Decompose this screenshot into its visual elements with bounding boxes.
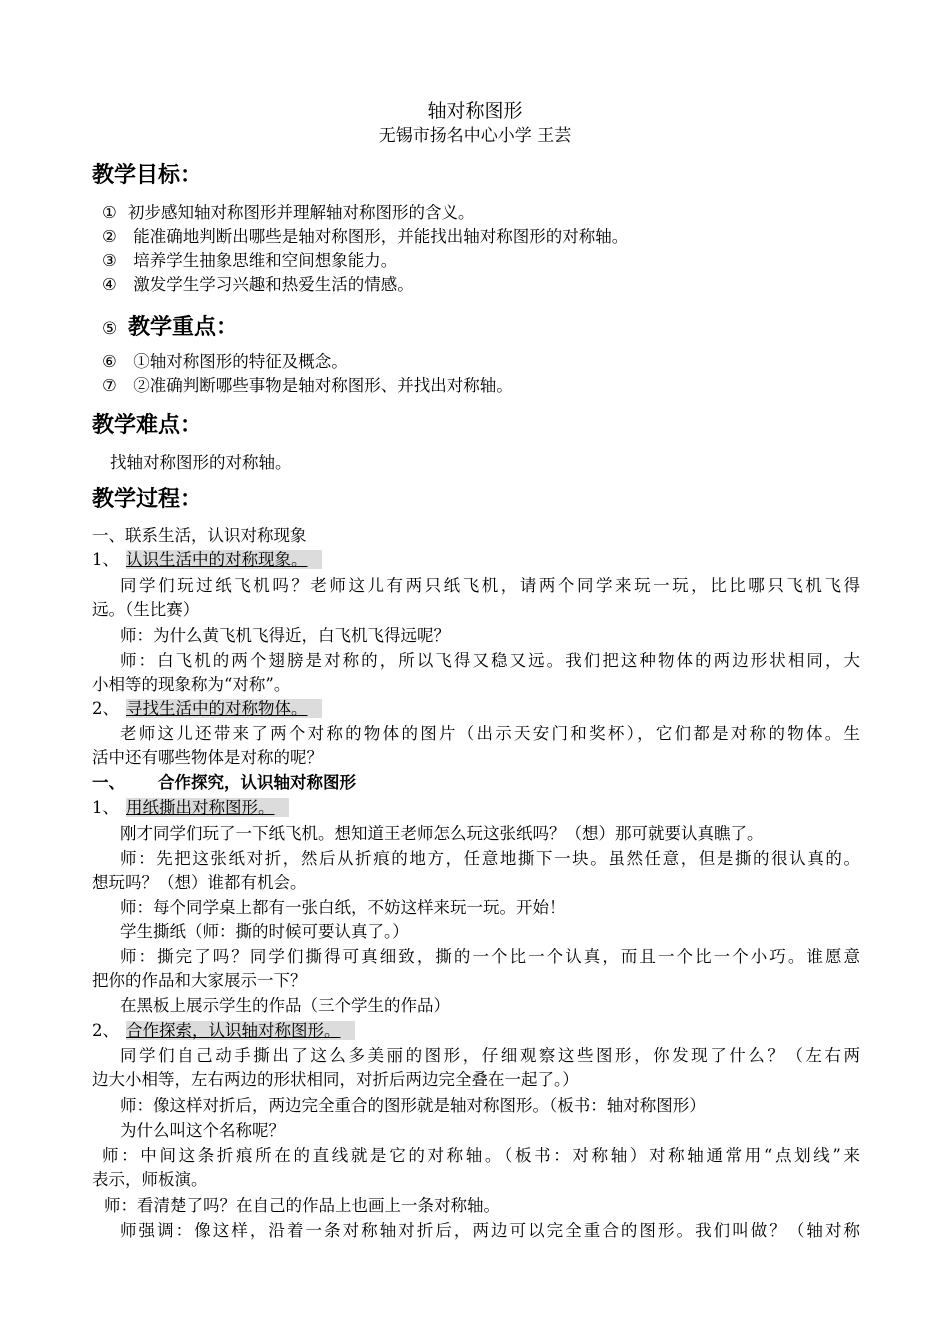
goal-item (102, 225, 628, 248)
section-title (92, 1019, 355, 1042)
section-title-text: 寻找生活中的对称物体。 (126, 699, 322, 718)
section-title (92, 548, 322, 571)
paragraph-line: 师：看清楚了吗？在自己的作品上也画上一条对称轴。 (104, 1196, 500, 1215)
key-point-text: ①轴对称图形的特征及概念。 (128, 352, 348, 371)
paragraph-line: 学生撕纸（师：撕的时候可要认真了。） (120, 922, 409, 941)
goal-text: 能准确地判断出哪些是轴对称图形，并能找出轴对称图形的对称轴。 (128, 227, 629, 246)
section-title-text: 合作探索，认识轴对称图形。 (126, 1021, 355, 1040)
goal-marker: ④ (102, 275, 117, 294)
paragraph-line: 同学们玩过纸飞机吗？老师这儿有两只纸飞机，请两个同学来玩一玩，比比哪只飞机飞得 (120, 576, 860, 595)
paragraph-line: 师：撕完了吗？同学们撕得可真细致，撕的一个比一个认真，而且一个比一个小巧。谁愿意 (120, 947, 860, 966)
key-point-text: ②准确判断哪些事物是轴对称图形、并找出对称轴。 (128, 376, 513, 395)
section-title (92, 796, 289, 819)
document-subtitle: 无锡市扬名中心小学 王芸 (378, 126, 572, 146)
paragraph-line: 边大小相等，左右两边的形状相同，对折后两边完全叠在一起了。） (92, 1070, 579, 1089)
paragraph-line: 活中还有哪些物体是对称的呢？ (92, 748, 323, 767)
goal-item (102, 249, 397, 272)
difficulty-heading: 教学难点： (92, 412, 203, 438)
paragraph-line: 师：中间这条折痕所在的直线就是它的对称轴。（板书：对称轴）对称轴通常用“点划线”来 (102, 1146, 860, 1165)
paragraph-line: 把你的作品和大家展示一下？ (92, 971, 307, 990)
part2-title (92, 771, 356, 794)
goal-item (102, 201, 475, 224)
paragraph-line: 师：先把这张纸对折，然后从折痕的地方，任意地撕下一块。虽然任意，但是撕的很认真的。 (120, 849, 860, 868)
key-point-item (102, 350, 348, 373)
part2-number: 一、 (92, 773, 125, 792)
goal-marker: ② (102, 227, 117, 246)
goal-text: 培养学生抽象思维和空间想象能力。 (128, 251, 398, 270)
goal-item (102, 273, 414, 296)
key-point-marker: ⑥ (102, 352, 117, 371)
key-point-item (102, 374, 513, 397)
paragraph-line: 师强调：像这样，沿着一条对称轴对折后，两边可以完全重合的图形。我们叫做？（轴对称 (120, 1221, 860, 1240)
goals-heading: 教学目标： (92, 162, 203, 188)
section-number: 1、 (92, 798, 119, 817)
goal-marker: ① (102, 203, 117, 222)
process-heading: 教学过程： (92, 486, 203, 512)
goal-text: 激发学生学习兴趣和热爱生活的情感。 (128, 275, 414, 294)
key-points-marker: ⑤ (102, 319, 118, 339)
section-number: 1、 (92, 550, 119, 569)
key-points-heading-row (102, 312, 238, 344)
section-title-text: 认识生活中的对称现象。 (126, 550, 322, 569)
goal-marker: ③ (102, 251, 117, 270)
section-title (92, 697, 322, 720)
section-title-text: 用纸撕出对称图形。 (126, 798, 289, 817)
paragraph-line: 师：为什么黄飞机飞得近，白飞机飞得远呢？ (120, 626, 450, 645)
paragraph-line: 刚才同学们玩了一下纸飞机。想知道王老师怎么玩这张纸吗？（想）那可就要认真瞧了。 (120, 824, 764, 843)
paragraph-line: 老师这儿还带来了两个对称的物体的图片（出示天安门和奖杯），它们都是对称的物体。生 (120, 724, 860, 743)
paragraph-line: 小相等的现象称为“对称”。 (92, 675, 291, 694)
goal-text: 初步感知轴对称图形并理解轴对称图形的含义。 (128, 203, 475, 222)
paragraph-line: 在黑板上展示学生的作品（三个学生的作品） (120, 996, 450, 1015)
paragraph-line: 想玩吗？（想）谁都有机会。 (92, 873, 307, 892)
paragraph-line: 表示，师板演。 (92, 1170, 208, 1189)
key-points-heading: 教学重点： (128, 314, 239, 340)
paragraph-line: 师：白飞机的两个翅膀是对称的，所以飞得又稳又远。我们把这种物体的两边形状相同，大 (120, 651, 860, 670)
paragraph-line: 远。（生比赛） (92, 600, 200, 619)
paragraph-line: 同学们自己动手撕出了这么多美丽的图形，仔细观察这些图形，你发现了什么？（左右两 (120, 1046, 860, 1065)
part1-title: 一、联系生活，认识对称现象 (92, 526, 307, 545)
section-number: 2、 (92, 699, 119, 718)
paragraph-line: 师：每个同学桌上都有一张白纸，不妨这样来玩一玩。开始！ (120, 898, 566, 917)
document-title: 轴对称图形 (427, 100, 523, 122)
paragraph-line: 为什么叫这个名称呢？ (120, 1121, 285, 1140)
paragraph-line: 师：像这样对折后，两边完全重合的图形就是轴对称图形。（板书：轴对称图形） (120, 1096, 706, 1115)
part2-title-text: 合作探究，认识轴对称图形 (158, 773, 356, 792)
section-number: 2、 (92, 1021, 119, 1040)
key-point-marker: ⑦ (102, 376, 117, 395)
difficulty-text: 找轴对称图形的对称轴。 (110, 453, 292, 472)
